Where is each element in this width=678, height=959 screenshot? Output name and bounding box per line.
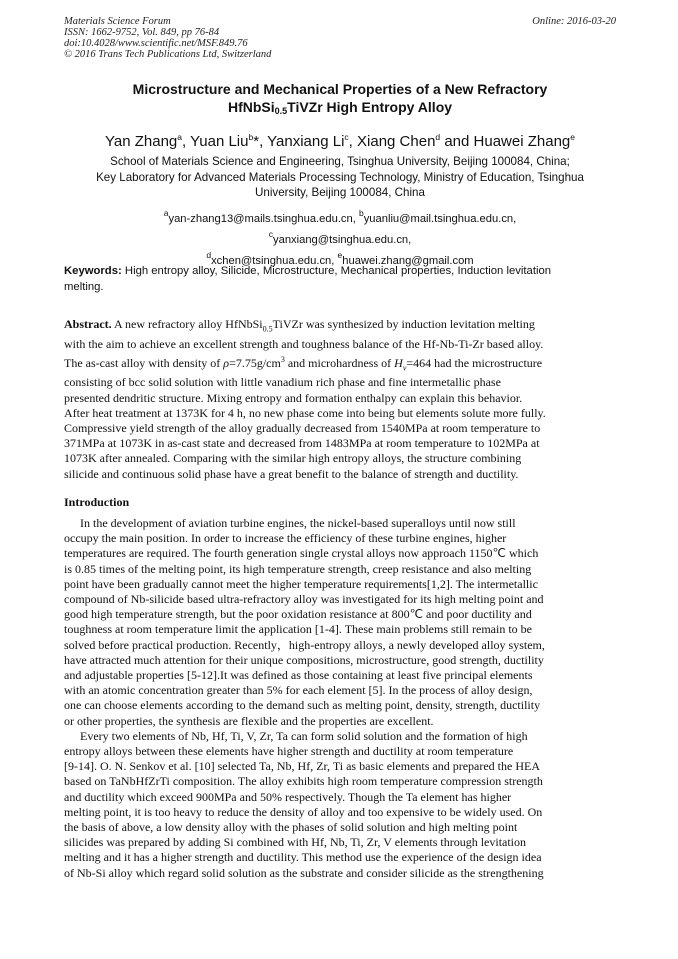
author-name: Yanxiang Li — [267, 133, 345, 150]
email-line: $^c$yanxiang@tsinghua.edu.cn, — [268, 229, 412, 246]
intro-line: the basis of above, a low density alloy with the phases of solid solution and high melting point — [64, 820, 518, 835]
intro-line: one can choose elements according to the demand such as melting point, density, strength, ductility — [64, 698, 541, 713]
email-e[interactable]: huawei.zhang@gmail.com — [342, 255, 474, 267]
title-line-2 — [64, 98, 616, 120]
intro-line: [9-14]. O. N. Senkov et al. [10] selected Ta, Nb, Hf, Zr, Ti as basic elements and prepared the HEA — [64, 759, 540, 774]
email-list — [64, 206, 616, 269]
abstract-text: =7.75g/cm — [229, 355, 281, 370]
intro-line: temperatures are required. The fourth generation single crystal alloys now approach 1150℃ which — [64, 546, 539, 561]
author-separator: , — [182, 133, 191, 150]
intro-line: have attracted much attention for their unique compositions, microstructure, good strength, ductility — [64, 652, 544, 667]
journal-copyright: © 2016 Trans Tech Publications Ltd, Switzerland — [64, 49, 272, 60]
corresponding-mark: * — [253, 133, 260, 150]
abstract-line — [64, 352, 616, 376]
journal-issn: ISSN: 1662-9752, Vol. 849, pp 76-84 — [64, 27, 220, 38]
abstract-line: 1073K after annealed. Comparing with the similar high entropy alloys, the structure combining — [64, 451, 522, 466]
abstract-line: consisting of bcc solid solution with little vanadium rich phase and fine intermetallic phase — [64, 375, 501, 390]
hardness-symbol: H — [394, 355, 403, 370]
email-d[interactable]: xchen@tsinghua.edu.cn, — [211, 255, 338, 267]
keywords-label: Keywords: — [64, 265, 122, 277]
intro-line: compound of Nb-silicide based ultra-refractory alloy was investigated for its high melting point and — [64, 592, 544, 607]
intro-line: occupy the main position. In order to increase the efficiency of these turbine engines, higher — [64, 531, 507, 546]
email-b[interactable]: yuanliu@mail.tsinghua.edu.cn, — [363, 213, 517, 225]
author-list — [64, 128, 616, 151]
author-name: Yuan Liu — [190, 133, 249, 150]
intro-line: entropy alloys between these elements have higher strength and ductility at room temperature — [64, 744, 514, 759]
abstract-line: with the aim to achieve an excellent strength and toughness balance of the Hf-Nb-Ti-Zr based alloy. — [64, 336, 544, 351]
intro-line: or other properties, the synthesis are flexible and the properties are excellent. — [64, 713, 434, 728]
abstract-text: The as-cast alloy with density of — [64, 355, 224, 370]
keywords-line — [64, 264, 616, 280]
online-date: Online: 2016-03-20 — [532, 16, 616, 27]
abstract-line: Compressive yield strength of the alloy gradually decreased from 1540MPa at room temperature to — [64, 421, 541, 435]
intro-line: toughness at room temperature limit the application [1-4]. These main problems still remain to be — [64, 622, 532, 637]
affiliation-line: Key Laboratory for Advanced Materials Processing Technology, Ministry of Education, Tsinghua — [96, 170, 584, 184]
author-affil-mark: a — [177, 132, 183, 142]
abstract-text: TiVZr was synthesized by induction levitation melting — [272, 317, 535, 331]
intro-line: and ductility which exceed 900MPa and 50% respectively. Though the Ta element has higher — [64, 789, 512, 804]
intro-line: melting and it has a higher strength and ductility. This method use the experience of the design idea — [64, 850, 542, 865]
email-c[interactable]: yanxiang@tsinghua.edu.cn, — [273, 234, 412, 246]
title-line-1: Microstructure and Mechanical Properties of a New Refractory — [132, 81, 548, 97]
author-affil-mark: d — [435, 132, 441, 142]
intro-line: point have been gradually cannot meet the higher temperature requirements[1,2]. The intermetallic — [64, 576, 538, 591]
journal-name: Materials Science Forum — [64, 16, 171, 27]
intro-line: good high temperature strength, but the poor oxidation resistance at 800℃ and poor ductility and — [64, 607, 532, 622]
abstract-line: After heat treatment at 1373K for 4 h, no new phase come into being but elements solute more fully. — [64, 405, 546, 420]
intro-line: Every two elements of Nb, Hf, Ti, V, Zr, Ta can form solid solution and the formation of high — [80, 728, 528, 743]
keywords-line: melting. — [64, 280, 104, 293]
title-formula-a: HfNbSi — [227, 99, 275, 115]
rho-symbol: ρ — [223, 355, 230, 370]
author-name: Yan Zhang — [105, 133, 178, 150]
formula-sub: 0.5 — [262, 324, 273, 334]
author-separator: , — [259, 133, 268, 150]
journal-doi: doi:10.4028/www.scientific.net/MSF.849.76 — [64, 38, 248, 49]
email-a[interactable]: yan-zhang13@mails.tsinghua.edu.cn, — [168, 213, 359, 225]
intro-line: with an atomic concentration greater than 5% for each element [5]. In the process of alloy design, — [64, 683, 533, 698]
author-name: Xiang Chen — [357, 133, 436, 150]
intro-line: is 0.85 times of the melting point, its high temperature strength, creep resistance and also melting — [64, 561, 532, 576]
section-heading-introduction: Introduction — [64, 495, 130, 509]
intro-line: In the development of aviation turbine engines, the nickel-based superalloys until now still — [80, 516, 516, 530]
intro-line: melting point, it is too heavy to reduce the density of alloy and too expensive to be widely used. On — [64, 804, 543, 819]
email-line: $^d$xchen@tsinghua.edu.cn, $^e$huawei.zhang@gmail.com — [206, 250, 474, 267]
intro-line: silicides was prepared by adding Si combined with Hf, Nb, Ti, Zr, V elements through levitation — [64, 835, 527, 850]
introduction-body — [64, 516, 616, 881]
title-formula-sub: 0.5 — [274, 106, 288, 116]
affiliation — [64, 154, 616, 201]
unit-sup: 3 — [280, 354, 285, 364]
keywords-text: High entropy alloy, Silicide, Microstructure, Mechanical properties, Induction levitation — [121, 265, 552, 277]
intro-line: and adjustable properties [5-12].It was defined as those containing at least five principal elements — [64, 668, 533, 683]
hardness-sub: v — [402, 363, 407, 373]
intro-line: solved before practical production. Recently，high-entropy alloys, a newly developed alloy system, — [64, 637, 545, 652]
abstract-line: presented dendritic structure. Mixing entropy and formation enthalpy can explain this behavior. — [64, 390, 523, 405]
author-affil-mark: b — [248, 132, 254, 142]
email-line: $^a$yan-zhang13@mails.tsinghua.edu.cn, $^b$yuanliu@mail.tsinghua.edu.cn, — [163, 208, 517, 225]
author-name: Huawei Zhang — [473, 133, 571, 150]
abstract-text: A new refractory alloy HfNbSi — [111, 317, 263, 331]
abstract-line — [64, 317, 616, 337]
title-formula-b: TiVZr High Entropy Alloy — [287, 99, 453, 115]
paper-title — [64, 80, 616, 120]
intro-line: of Nb-Si alloy which regard solid solution as the substrate and consider silicide as the strengthening — [64, 865, 544, 880]
abstract-label: Abstract. — [64, 317, 112, 331]
abstract-line: silicide and continuous solid phase have a great benefit to the balance of strength and ductility. — [64, 466, 519, 481]
affiliation-line: School of Materials Science and Engineering, Tsinghua University, Beijing 100084, China; — [110, 155, 570, 168]
abstract-text: and microhardness of — [284, 355, 395, 370]
author-separator: and — [440, 133, 474, 150]
intro-line: based on TaNbHfZrTi composition. The alloy exhibits high room temperature compression strength — [64, 774, 543, 789]
affiliation-line: University, Beijing 100084, China — [255, 186, 425, 200]
author-separator: , — [348, 133, 358, 150]
journal-header — [64, 16, 616, 60]
abstract-line: 371MPa at 1073K in as-cast state and decreased from 1483MPa at room temperature to 102MPa at — [64, 436, 540, 451]
keywords — [64, 264, 616, 295]
abstract-text: =464 had the microstructure — [406, 355, 543, 370]
author-affil-mark: e — [570, 132, 575, 142]
author-affil-mark: c — [344, 132, 349, 142]
abstract — [64, 317, 616, 482]
